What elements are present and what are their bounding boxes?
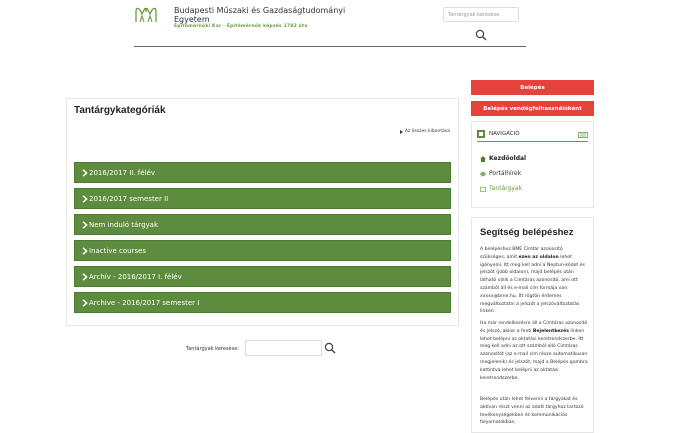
navigation-title: NAVIGÁCIÓ	[489, 131, 520, 137]
home-icon	[480, 156, 486, 162]
nav-item-portal-news[interactable]	[480, 170, 521, 177]
category-label: 2016/2017 semester II	[89, 194, 169, 203]
site-header	[134, 0, 526, 47]
help-title: Segítség belépéshez	[480, 227, 574, 238]
nav-item-courses[interactable]	[480, 185, 522, 192]
help-paragraph	[480, 320, 588, 382]
help-text: linken lehet belépni az oktatási keretrendszerbe. Itt meg kell adni az ott számból álló Címtáras azonosítót (az e-mail cím része automatikusan megjelenik) és jelszót, majd a Belépés gombra kattintva lehet belépni az oktatási keretrendszerbe.	[480, 328, 588, 381]
guest-login-button[interactable]: Belépés vendégfelhasználóként	[471, 101, 594, 116]
chevron-right-icon	[82, 247, 88, 255]
login-help-block	[471, 217, 594, 433]
page-title: Tantárgykategóriák	[74, 105, 166, 116]
course-categories-block	[66, 98, 459, 326]
chevron-right-icon	[82, 195, 88, 203]
site-title[interactable]: Budapesti Műszaki és Gazdaságtudományi Egyetem	[174, 6, 346, 24]
triangle-right-icon	[400, 130, 403, 134]
navigation-header	[477, 128, 588, 142]
navigation-block	[471, 121, 594, 208]
course-search-label: Tantárgyak keresése:	[186, 346, 239, 352]
news-icon	[480, 171, 486, 177]
help-text: Ha már rendelkezésre áll a Címtáras azonosító és jelszó, akkor a fenti	[480, 321, 588, 334]
nav-item-label: Tantárgyak	[489, 185, 523, 192]
category-label: Nem induló tárgyak	[89, 220, 159, 229]
help-text: A belépéshez BME Címtár azonosító szükséges, amit	[480, 247, 563, 260]
category-item[interactable]	[74, 162, 451, 183]
help-paragraph	[480, 246, 588, 316]
university-logo-icon[interactable]	[134, 4, 158, 24]
nav-item-label: Kezdőoldal	[489, 155, 527, 162]
category-label: 2016/2017 II. félév	[89, 168, 155, 177]
nav-item-home[interactable]	[480, 155, 526, 162]
category-item[interactable]	[74, 214, 451, 235]
folder-icon	[480, 186, 486, 192]
search-icon[interactable]	[475, 29, 487, 41]
search-input[interactable]: Tantárgyak keresése	[443, 7, 519, 22]
help-paragraph: Belépés után lehet felvenni a tárgyakat és aktívan részt venni az adott tárgyhoz tartozó tevékenységekben és kommunikációs folyamatokban.	[480, 397, 584, 426]
category-label: Archív - 2016/2017 I. félév	[89, 272, 182, 281]
category-item[interactable]	[74, 240, 451, 261]
chevron-right-icon	[82, 221, 88, 229]
category-item[interactable]	[74, 292, 451, 313]
help-text: lehet igényelni. Itt meg kell adni a Neptun-kódot és jelszót (jobb oldalon), majd belépés után látható válik a Címtáras azonosító, ami ott számból áll és e-mail cím formája van: xxxxx@bme.hu. Itt rögtön érdemes megváltoztatni a jelszót a jelszóváltoztatás linken.	[480, 254, 585, 315]
category-list	[74, 162, 451, 318]
category-label: Inactive courses	[89, 246, 147, 255]
login-button[interactable]: Belépés	[471, 80, 594, 95]
category-item[interactable]	[74, 266, 451, 287]
chevron-right-icon	[82, 273, 88, 281]
category-label: Archive - 2016/2017 semester I	[89, 298, 200, 307]
help-link[interactable]: Bejelentkezés	[532, 328, 569, 334]
expand-all-link[interactable]	[400, 129, 450, 134]
nav-item-label: Portálhírek	[489, 170, 522, 177]
chevron-right-icon	[82, 169, 88, 177]
dock-block-icon[interactable]	[578, 132, 588, 138]
search-icon[interactable]	[324, 342, 336, 354]
expand-all-label: Az összes kibontása	[404, 129, 450, 134]
chevron-right-icon	[82, 299, 88, 307]
category-item[interactable]	[74, 188, 451, 209]
site-subtitle: Építőmérnöki Kar · Építőmérnök képzés 1782 óta	[174, 24, 308, 29]
course-search-input[interactable]	[245, 340, 322, 356]
navigation-icon	[477, 130, 485, 138]
help-link[interactable]: ezen az oldalon	[518, 254, 559, 260]
